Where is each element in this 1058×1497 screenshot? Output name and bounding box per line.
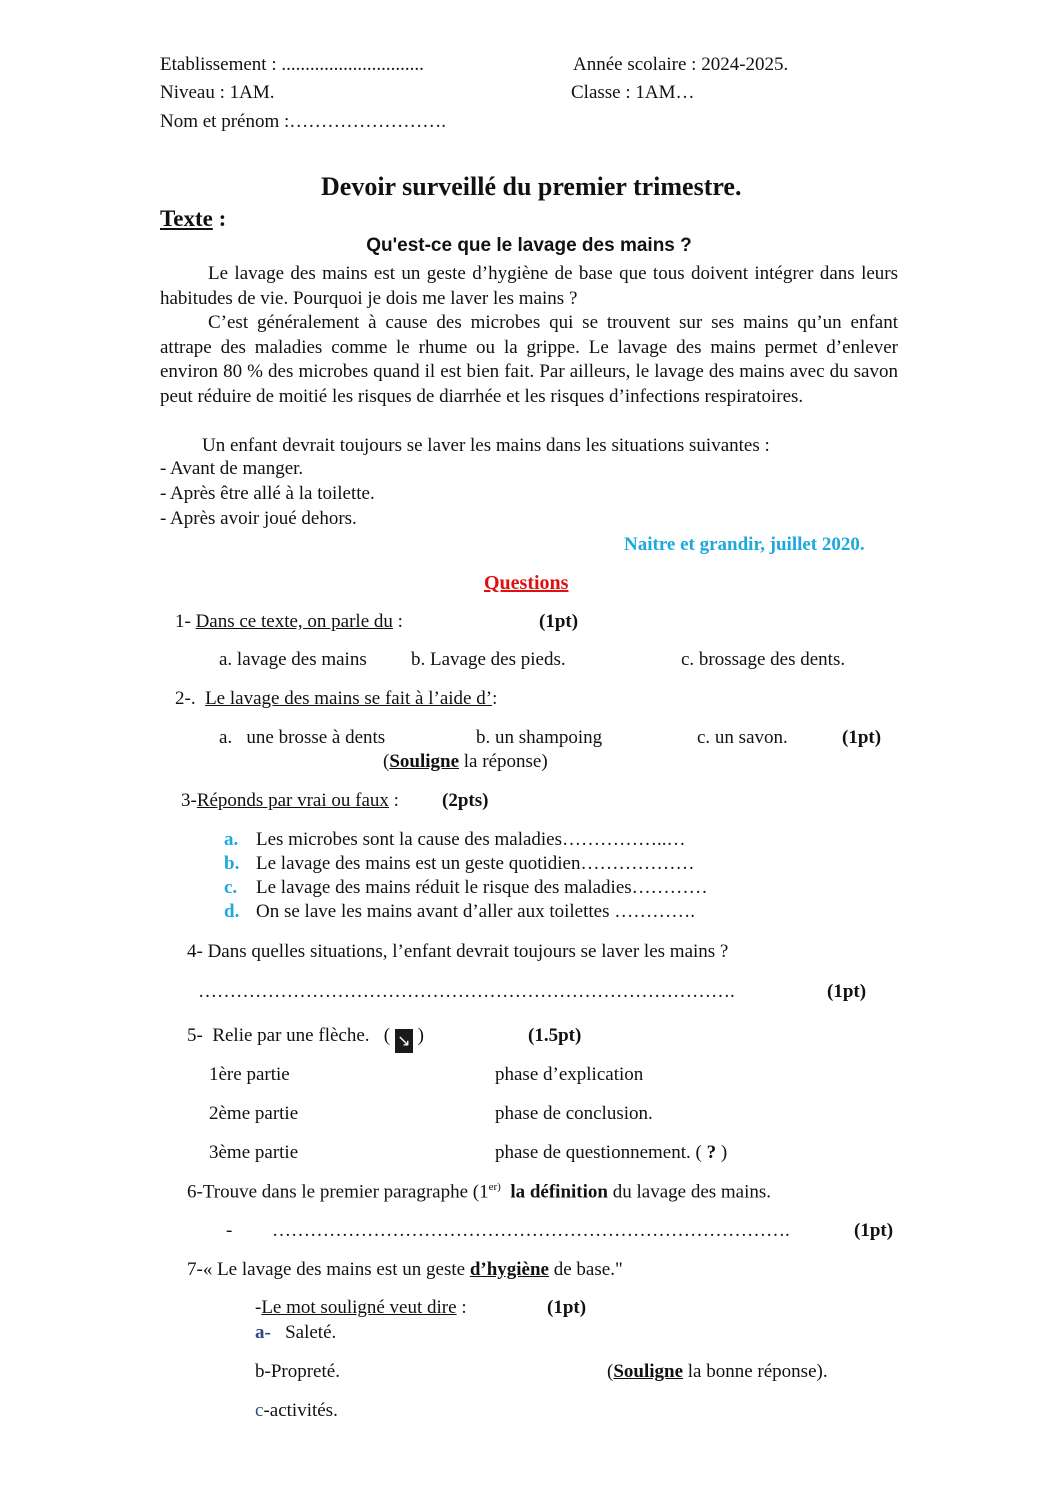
q3-item-letter: c.: [224, 877, 238, 898]
arrow-down-right-icon: ↘: [395, 1029, 413, 1053]
page-title: Devoir surveillé du premier trimestre.: [321, 172, 742, 201]
q4-prompt: 4- Dans quelles situations, l’enfant devrait toujours se laver les mains ?: [187, 941, 729, 962]
q3-prompt: 3-Réponds par vrai ou faux :: [181, 790, 399, 811]
q7-sub-prompt: -Le mot souligné veut dire :: [255, 1297, 467, 1318]
q1-points: (1pt): [539, 611, 579, 632]
q3-item-letter: b.: [224, 853, 240, 874]
list-item: - Après avoir joué dehors.: [160, 508, 357, 529]
q6-points: (1pt): [854, 1220, 894, 1241]
q6-prompt: 6-Trouve dans le premier paragraphe ($1^{er)}$ la définition du lavage des mains.: [187, 1181, 772, 1203]
list-item: - Avant de manger.: [160, 458, 304, 479]
q7-option-a[interactable]: a- Saleté.: [255, 1322, 337, 1343]
q7-prompt: 7-« Le lavage des mains est un geste d’hygiène de base.": [187, 1259, 623, 1280]
niveau: Niveau : 1AM.: [160, 82, 275, 103]
texte-colon: :: [212, 206, 227, 231]
q3-item[interactable]: c. Le lavage des mains réduit le risque des maladies…………: [224, 877, 708, 898]
q5-right-item[interactable]: phase d’explication: [495, 1064, 644, 1085]
q5-left-item[interactable]: 1ère partie: [209, 1064, 290, 1085]
q3-item[interactable]: a. Les microbes sont la cause des maladies……………..…: [224, 829, 686, 850]
paragraph-2: C’est généralement à cause des microbes qui se trouvent sur ses mains qu’un enfant attrape des maladies comme le rhume ou la grippe. Le lavage des mains permet d’enlever environ 80 % des microbes quand il est bien fait. Par ailleurs, le lavage des mains avec du savon peut réduire de moitié les risques de diarrhée et les risques d’infections respiratoires.: [160, 312, 898, 407]
q2-option-c[interactable]: c. un savon.: [697, 727, 788, 748]
paragraph-1: Le lavage des mains est un geste d’hygiène de base que tous doivent intégrer dans leurs habitudes de vie. Pourquoi je dois me laver les mains ?: [160, 263, 898, 309]
questions-heading: Questions: [484, 572, 569, 594]
q2-points: (1pt): [842, 727, 882, 748]
q1-prompt: 1- Dans ce texte, on parle du :: [175, 611, 403, 632]
q4-points: (1pt): [827, 981, 867, 1002]
q7-option-c[interactable]: c-activités.: [255, 1400, 338, 1421]
q5-left-item[interactable]: 2ème partie: [209, 1103, 299, 1124]
q5-points: (1.5pt): [528, 1025, 582, 1046]
q6-dash: -: [226, 1220, 233, 1241]
q5-prompt: 5- Relie par une flèche. ( ↘ ): [187, 1025, 424, 1053]
q1-option-c[interactable]: c. brossage des dents.: [681, 649, 846, 670]
q7-option-b[interactable]: b-Propreté.: [255, 1361, 340, 1382]
texte-label: Texte: [160, 206, 213, 231]
q2-option-b[interactable]: b. un shampoing: [476, 727, 603, 748]
q7-instruction: (Souligne la bonne réponse).: [607, 1361, 828, 1382]
q1-option-a[interactable]: a. lavage des mains: [219, 649, 367, 670]
q4-answer-line[interactable]: ………………………………………………………………………….: [198, 981, 735, 1002]
q3-points: (2pts): [442, 790, 489, 811]
q3-item[interactable]: d. On se lave les mains avant d’aller aux toilettes ………….: [224, 901, 695, 922]
annee-scolaire: Année scolaire : 2024-2025.: [573, 54, 789, 75]
q3-item[interactable]: b. Le lavage des mains est un geste quotidien………………: [224, 853, 695, 874]
etablissement-field: Etablissement : ..............................: [160, 54, 424, 75]
q3-item-letter: a.: [224, 829, 239, 850]
q5-right-item[interactable]: phase de conclusion.: [495, 1103, 653, 1124]
source-citation: Naitre et grandir, juillet 2020.: [624, 534, 865, 555]
nom-prenom-field: Nom et prénom :…………………….: [160, 111, 447, 132]
q5-right-item[interactable]: phase de questionnement. ( ? ): [495, 1142, 728, 1163]
q2-prompt: 2-. Le lavage des mains se fait à l’aide d’:: [175, 688, 498, 709]
underlined-word: d’hygiène: [469, 1259, 549, 1280]
texte-heading: [160, 205, 226, 233]
q5-left-item[interactable]: 3ème partie: [209, 1142, 299, 1163]
list-item: - Après être allé à la toilette.: [160, 483, 375, 504]
classe-field: Classe : 1AM…: [571, 82, 695, 103]
text-subtitle: Qu'est-ce que le lavage des mains ?: [366, 235, 692, 256]
q6-answer-line[interactable]: ……………………………………………………………………….: [272, 1220, 790, 1241]
q1-option-b[interactable]: b. Lavage des pieds.: [411, 649, 566, 670]
paragraph-3: Un enfant devrait toujours se laver les mains dans les situations suivantes :: [202, 435, 770, 456]
q2-instruction: (Souligne la réponse): [383, 751, 548, 772]
q7-points: (1pt): [547, 1297, 587, 1318]
q2-option-a[interactable]: a. une brosse à dents: [219, 727, 386, 748]
q3-item-letter: d.: [224, 901, 240, 922]
